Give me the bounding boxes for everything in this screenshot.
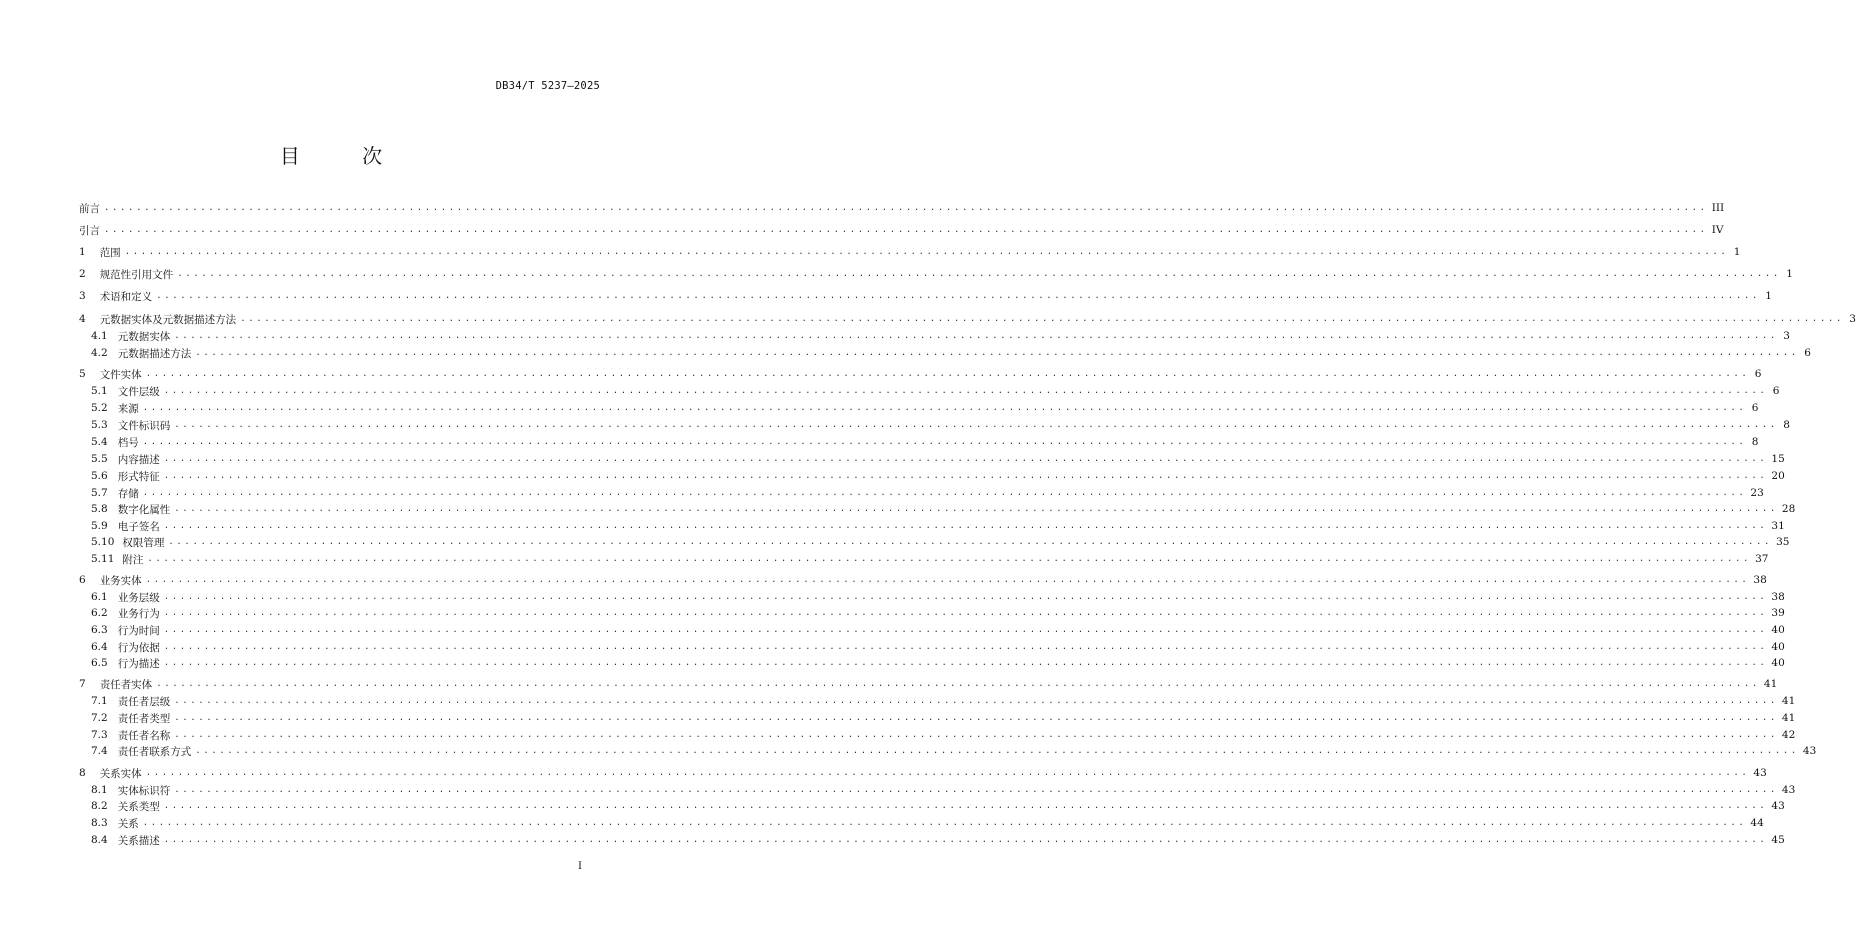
toc-entry-page: 35 (1776, 536, 1790, 548)
toc-entry[interactable] (91, 400, 1759, 416)
toc-entry-number: 1 (79, 246, 86, 258)
toc-entry[interactable] (91, 485, 1764, 501)
toc-entry-page: 39 (1771, 607, 1785, 619)
toc-entry-label: 关系描述 (117, 834, 160, 847)
toc-entry-number: 2 (79, 268, 86, 280)
toc-entry-label: 责任者层级 (117, 695, 171, 708)
toc-entry-label: 关系类型 (117, 800, 160, 813)
toc-entry-page: 37 (1755, 553, 1769, 565)
leader-dots: ........................................................................................................................................................................................................ (142, 437, 1747, 447)
toc-entry-label: 范围 (99, 246, 121, 259)
toc-entry-label: 行为依据 (117, 641, 160, 654)
toc-entry-number: 5.8 (91, 503, 108, 515)
toc-entry-number: 6 (79, 574, 86, 586)
leader-dots: ........................................................................................................................................................................................................ (174, 331, 1778, 341)
leader-dots: ........................................................................................................................................................................................................ (163, 386, 1768, 396)
leader-dots: ........................................................................................................................................................................................................ (163, 454, 1768, 464)
toc-entry-number: 5.3 (91, 419, 108, 431)
toc-entry[interactable] (91, 345, 1811, 361)
toc-entry[interactable] (79, 200, 1725, 216)
toc-entry[interactable] (91, 782, 1796, 798)
toc-entry[interactable] (91, 328, 1790, 344)
leader-dots: ........................................................................................................................................................................................................ (156, 679, 1760, 689)
toc-entry-page: 6 (1804, 347, 1811, 359)
toc-entry[interactable] (91, 468, 1785, 484)
toc-entry[interactable] (91, 639, 1785, 655)
toc-entry[interactable] (91, 815, 1764, 831)
toc-entry-label: 电子签名 (117, 520, 160, 533)
toc-entry-page: 6 (1772, 385, 1780, 397)
toc-entry-page: 45 (1771, 834, 1785, 846)
toc-entry[interactable] (91, 383, 1780, 399)
toc-entry-number: 7.3 (91, 729, 108, 741)
toc-entry-page: 6 (1751, 402, 1759, 414)
toc-entry-label: 责任者名称 (117, 729, 171, 742)
leader-dots: ........................................................................................................................................................................................................ (163, 642, 1768, 652)
toc-entry-label: 行为描述 (117, 657, 160, 670)
toc-entry[interactable] (91, 589, 1785, 605)
toc-entry[interactable] (79, 366, 1762, 382)
toc-entry-number: 5.5 (91, 453, 108, 465)
toc-entry[interactable] (91, 605, 1785, 621)
toc-entry-number: 6.2 (91, 607, 108, 619)
toc-entry-page: 1 (1765, 290, 1772, 302)
toc-entry[interactable] (91, 451, 1785, 467)
leader-dots: ........................................................................................................................................................................................................ (163, 471, 1768, 481)
leader-dots: ........................................................................................................................................................................................................ (168, 537, 1773, 547)
toc-entry-page: 38 (1771, 591, 1785, 603)
toc-entry-number: 3 (79, 290, 86, 302)
toc-entry-label: 文件标识码 (117, 419, 171, 432)
toc-entry-page: 43 (1753, 767, 1767, 779)
toc-entry-label: 形式特征 (117, 470, 160, 483)
toc-entry[interactable] (79, 572, 1767, 588)
toc-entry[interactable] (79, 266, 1793, 282)
toc-entry[interactable] (91, 710, 1796, 726)
toc-entry-page: 3 (1849, 313, 1856, 325)
toc-entry-label: 责任者类型 (117, 712, 171, 725)
toc-entry-number: 5.11 (91, 553, 115, 565)
toc-entry-number: 5.7 (91, 487, 108, 499)
toc-entry-number: 7.1 (91, 695, 108, 707)
leader-dots: ........................................................................................................................................................................................................ (156, 291, 1760, 301)
leader-dots: ........................................................................................................................................................................................................ (174, 730, 1778, 740)
toc-entry-label: 元数据描述方法 (117, 347, 192, 360)
toc-entry[interactable] (79, 288, 1772, 304)
toc-entry[interactable] (91, 622, 1785, 638)
toc-entry-page: 28 (1781, 503, 1796, 515)
toc-entry-label: 责任者实体 (99, 678, 153, 691)
leader-dots: ........................................................................................................................................................................................................ (142, 403, 1747, 413)
leader-dots: ........................................................................................................................................................................................................ (163, 592, 1768, 602)
toc-entry[interactable] (79, 222, 1724, 238)
toc-entry-number: 5 (79, 368, 86, 380)
toc-entry-page: 8 (1783, 419, 1790, 431)
toc-entry-label: 内容描述 (117, 453, 160, 466)
toc-entry[interactable] (91, 832, 1785, 848)
toc-entry[interactable] (79, 311, 1856, 327)
toc-entry-number: 8 (79, 767, 86, 779)
toc-entry[interactable] (91, 551, 1769, 567)
toc-entry-page: 43 (1771, 800, 1785, 812)
toc-entry-number: 5.10 (91, 536, 115, 548)
toc-entry-page: 1 (1733, 246, 1741, 258)
leader-dots: ........................................................................................................................................................................................................ (195, 746, 1799, 756)
toc-entry[interactable] (91, 518, 1785, 534)
toc-entry-number: 5.9 (91, 520, 108, 532)
toc-entry-label: 关系 (117, 817, 139, 830)
toc-entry-label: 档号 (117, 436, 139, 449)
toc-entry-label: 文件实体 (99, 368, 142, 381)
toc-entry-label: 附注 (122, 553, 144, 566)
toc-entry-page: 23 (1750, 487, 1764, 499)
toc-entry[interactable] (91, 655, 1785, 671)
leader-dots: ........................................................................................................................................................................................................ (177, 269, 1781, 279)
toc-entry-number: 6.5 (91, 657, 108, 669)
leader-dots: ........................................................................................................................................................................................................ (145, 768, 1750, 778)
toc-entry-number: 7.4 (91, 745, 108, 757)
toc-entry-label: 责任者联系方式 (117, 745, 192, 758)
toc-entry[interactable] (91, 434, 1759, 450)
leader-dots: ........................................................................................................................................................................................................ (104, 203, 1708, 213)
toc-entry-number: 7.2 (91, 712, 108, 724)
toc-entry-label: 实体标识符 (117, 784, 171, 797)
leader-dots: ........................................................................................................................................................................................................ (174, 785, 1778, 795)
toc-entry-page: 40 (1771, 624, 1785, 636)
toc-entry[interactable] (91, 798, 1785, 814)
toc-entry-number: 4 (79, 313, 86, 325)
leader-dots: ........................................................................................................................................................................................................ (163, 835, 1768, 845)
leader-dots: ........................................................................................................................................................................................................ (142, 818, 1747, 828)
toc-entry-page: 40 (1771, 657, 1785, 669)
toc-entry-page: 15 (1771, 453, 1785, 465)
toc-entry-page: 43 (1802, 745, 1817, 757)
toc-entry-label: 元数据实体及元数据描述方法 (99, 313, 237, 326)
leader-dots: ........................................................................................................................................................................................................ (145, 369, 1750, 379)
page-number: I (578, 861, 582, 872)
toc-entry-number: 4.1 (91, 330, 108, 342)
toc-entry-page: 31 (1771, 520, 1785, 532)
toc-entry-label: 文件层级 (117, 385, 160, 398)
document-identifier: DB34/T 5237—2025 (495, 80, 600, 92)
leader-dots: ........................................................................................................................................................................................................ (147, 554, 1752, 564)
toc-entry[interactable] (91, 417, 1790, 433)
toc-entry-page: 40 (1771, 641, 1785, 653)
toc-entry-number: 5.2 (91, 402, 108, 414)
toc-entry-page: 20 (1771, 470, 1785, 482)
toc-entry[interactable] (91, 693, 1796, 709)
toc-entry-page: III (1711, 202, 1725, 214)
toc-entry-page: 43 (1781, 784, 1796, 796)
toc-entry-number: 6.3 (91, 624, 108, 636)
toc-entry-label: 存储 (117, 487, 139, 500)
toc-entry[interactable] (91, 501, 1796, 517)
toc-entry-label: 权限管理 (122, 536, 165, 549)
toc-entry[interactable] (79, 676, 1778, 692)
toc-entry[interactable] (91, 727, 1796, 743)
toc-entry-number: 6.4 (91, 641, 108, 653)
toc-entry[interactable] (79, 244, 1741, 260)
toc-entry-label: 来源 (117, 402, 139, 415)
leader-dots: ........................................................................................................................................................................................................ (163, 625, 1768, 635)
toc-entry-label: 行为时间 (117, 624, 160, 637)
toc-entry-page: 6 (1754, 368, 1762, 380)
toc-entry-page: 8 (1751, 436, 1759, 448)
toc-entry-label: 术语和定义 (99, 290, 153, 303)
toc-entry[interactable] (91, 534, 1790, 550)
toc-entry-number: 5.6 (91, 470, 108, 482)
leader-dots: ........................................................................................................................................................................................................ (104, 225, 1708, 235)
leader-dots: ........................................................................................................................................................................................................ (163, 521, 1768, 531)
toc-entry-page: IV (1711, 224, 1724, 236)
toc-entry[interactable] (79, 765, 1767, 781)
toc-entry-page: 41 (1763, 678, 1778, 690)
leader-dots: ........................................................................................................................................................................................................ (145, 575, 1750, 585)
leader-dots: ........................................................................................................................................................................................................ (124, 247, 1729, 257)
toc-entry-page: 42 (1781, 729, 1796, 741)
toc-entry[interactable] (91, 743, 1817, 759)
leader-dots: ........................................................................................................................................................................................................ (163, 658, 1768, 668)
toc-entry-label: 元数据实体 (117, 330, 171, 343)
toc-entry-label: 业务行为 (117, 607, 160, 620)
toc-entry-number: 5.4 (91, 436, 108, 448)
toc-entry-number: 8.3 (91, 817, 108, 829)
toc-entry-page: 41 (1781, 712, 1796, 724)
toc-entry-page: 44 (1750, 817, 1764, 829)
toc-entry-label: 业务实体 (99, 574, 142, 587)
toc-entry-label: 前言 (79, 202, 100, 215)
leader-dots: ........................................................................................................................................................................................................ (174, 696, 1778, 706)
leader-dots: ........................................................................................................................................................................................................ (174, 713, 1778, 723)
leader-dots: ........................................................................................................................................................................................................ (142, 488, 1747, 498)
toc-entry-number: 8.4 (91, 834, 108, 846)
toc-entry-number: 5.1 (91, 385, 108, 397)
leader-dots: ........................................................................................................................................................................................................ (163, 801, 1768, 811)
toc-entry-page: 41 (1781, 695, 1796, 707)
toc-entry-label: 规范性引用文件 (99, 268, 174, 281)
toc-entry-number: 4.2 (91, 347, 108, 359)
toc-entry-page: 38 (1753, 574, 1767, 586)
leader-dots: ........................................................................................................................................................................................................ (174, 420, 1778, 430)
toc-entry-page: 3 (1783, 330, 1790, 342)
toc-entry-number: 8.1 (91, 784, 108, 796)
leader-dots: ........................................................................................................................................................................................................ (163, 608, 1768, 618)
leader-dots: ........................................................................................................................................................................................................ (240, 314, 1844, 324)
leader-dots: ........................................................................................................................................................................................................ (195, 348, 1799, 358)
toc-entry-label: 业务层级 (117, 591, 160, 604)
toc-entry-number: 6.1 (91, 591, 108, 603)
leader-dots: ........................................................................................................................................................................................................ (174, 504, 1778, 514)
toc-entry-number: 7 (79, 678, 86, 690)
toc-entry-label: 关系实体 (99, 767, 142, 780)
toc-entry-label: 引言 (79, 224, 100, 237)
toc-entry-page: 1 (1786, 268, 1793, 280)
toc-entry-label: 数字化属性 (117, 503, 171, 516)
toc-entry-number: 8.2 (91, 800, 108, 812)
toc-title: 目 次 (279, 144, 411, 168)
